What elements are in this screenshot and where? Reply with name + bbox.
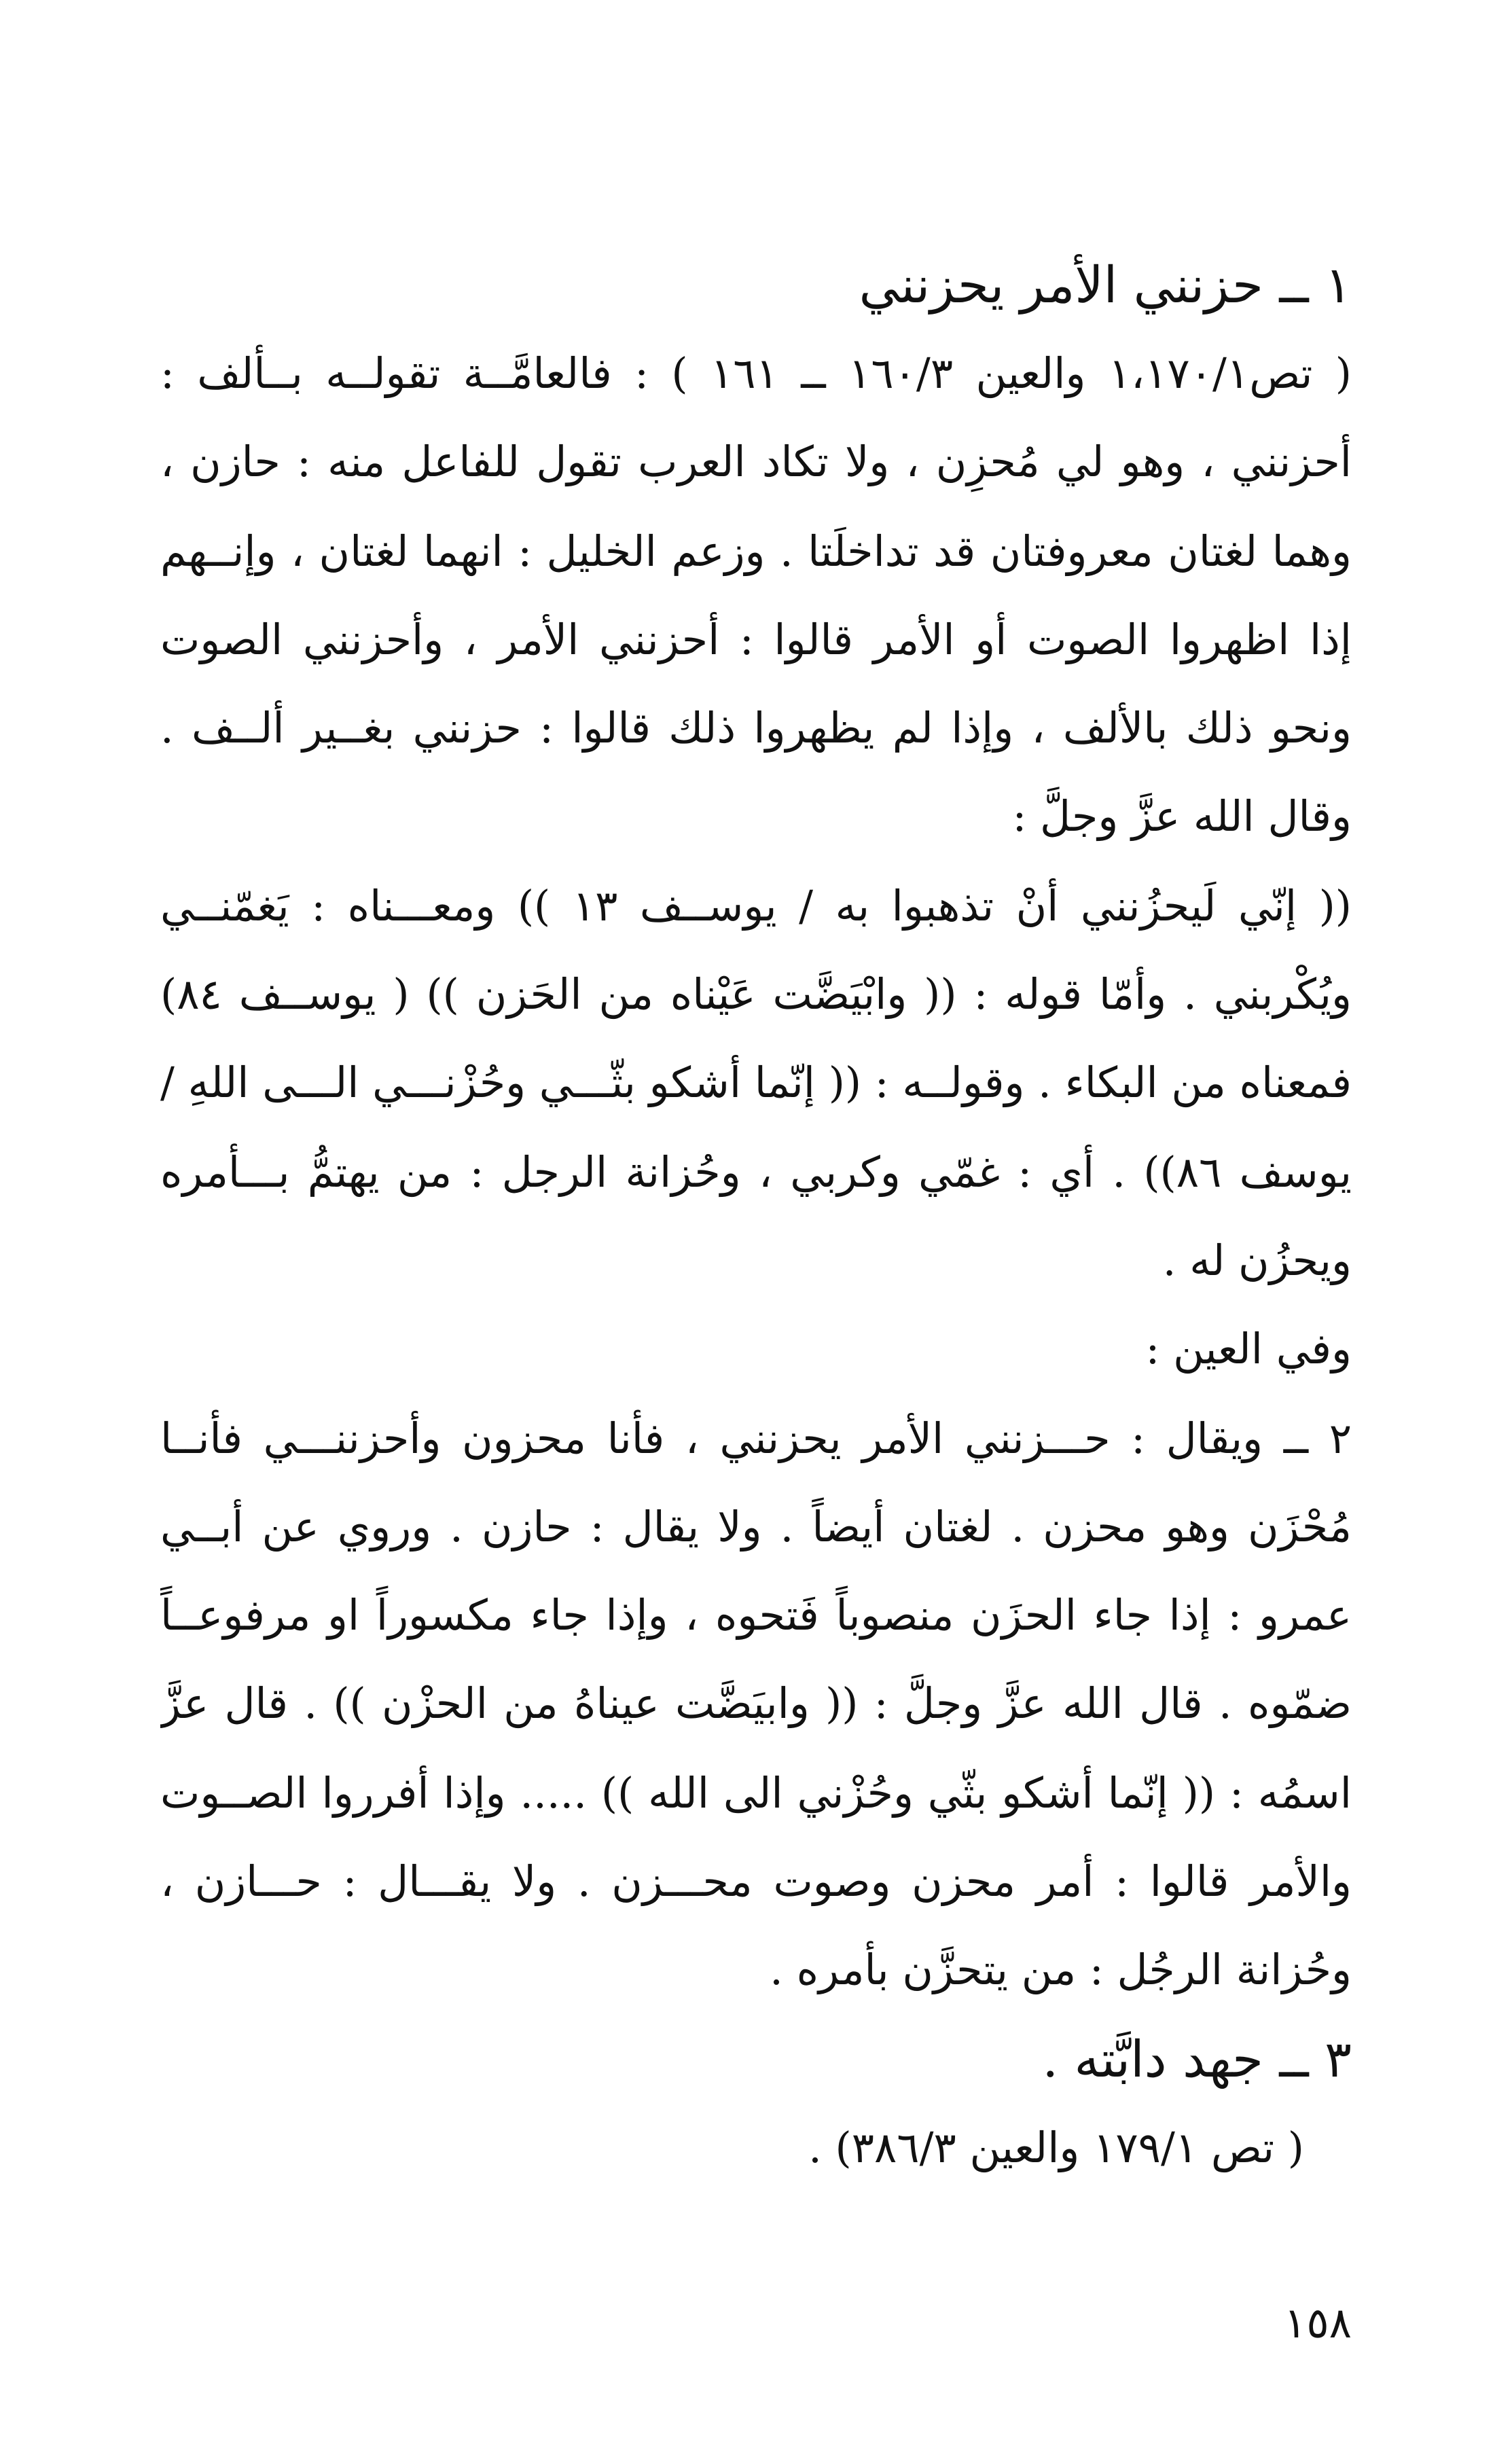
- text-line: أحزنني ، وهو لي مُحزِن ، ولا تكاد العرب تقول للفاعل منه : حازن ،: [160, 437, 1352, 486]
- text-line: ( تص١،١٧٠/١ والعين ١٦٠/٣ ــ ١٦١ ) : فالعامَّــة تقولــه بــألف :: [160, 348, 1352, 398]
- text-line: اسمُه : (( إنّما أشكو بثّي وحُزْني الى الله )) ..... وإذا أفرروا الصــوت: [160, 1768, 1352, 1818]
- citation-line: ( تص ١٧٩/١ والعين ٣٨٦/٣) .: [808, 2123, 1304, 2172]
- text-line: يوسف ٨٦)) . أي : غمّي وكربي ، وحُزانة الرجل : من يهتمُّ بـــأمره: [160, 1147, 1352, 1197]
- text-line: وحُزانة الرجُل : من يتحزَّن بأمره .: [770, 1945, 1352, 1994]
- text-line: ونحو ذلك بالألف ، وإذا لم يظهروا ذلك قالوا : حزنني بغــير ألــف .: [160, 703, 1352, 753]
- text-line: ويُكْربني . وأمّا قوله : (( وابْيَضَّت عَيْناه من الحَزن )) ( يوســف ٨٤): [160, 969, 1352, 1019]
- text-line: وهما لغتان معروفتان قد تداخلَتا . وزعم الخليل : انهما لغتان ، وإنــهم: [160, 526, 1352, 576]
- text-line: (( إنّي لَيحزُنني أنْ تذهبوا به / يوســف ١٣ )) ومعـــناه : يَغمّنــي: [160, 881, 1352, 931]
- text-line: والأمر قالوا : أمر محزن وصوت محـــزن . ولا يقـــال : حـــازن ،: [160, 1856, 1352, 1906]
- heading-1: ١ ــ حزنني الأمر يحزنني: [859, 256, 1352, 315]
- heading-3: ٣ ــ جهد دابَّته .: [1042, 2030, 1352, 2089]
- text-line: إذا اظهروا الصوت أو الأمر قالوا : أحزنني الأمر ، وأحزنني الصوت: [160, 615, 1352, 664]
- text-line: فمعناه من البكاء . وقولــه : (( إنّما أشكو بثّـــي وحُزْنـــي الـــى اللهِ /: [160, 1058, 1352, 1107]
- text-line: وفي العين :: [1145, 1324, 1352, 1374]
- text-line: وقال الله عزَّ وجلَّ :: [1012, 791, 1352, 841]
- text-line: ٢ ــ ويقال : حـــزنني الأمر يحزنني ، فأنا محزون وأحزننـــي فأنــا: [160, 1414, 1352, 1463]
- text-line: مُحْزَن وهو محزن . لغتان أيضاً . ولا يقال : حازن . وروي عن أبــي: [160, 1502, 1352, 1551]
- text-line: عمرو : إذا جاء الحزَن منصوباً فَتحوه ، وإذا جاء مكسوراً او مرفوعــاً: [160, 1590, 1352, 1640]
- page-number: ١٥٨: [1284, 2298, 1352, 2348]
- text-line: ضمّوه . قال الله عزَّ وجلَّ : (( وابيَضَّت عيناهُ من الحزْن )) . قال عزَّ: [160, 1679, 1352, 1728]
- text-line: ويحزُن له .: [1162, 1236, 1352, 1285]
